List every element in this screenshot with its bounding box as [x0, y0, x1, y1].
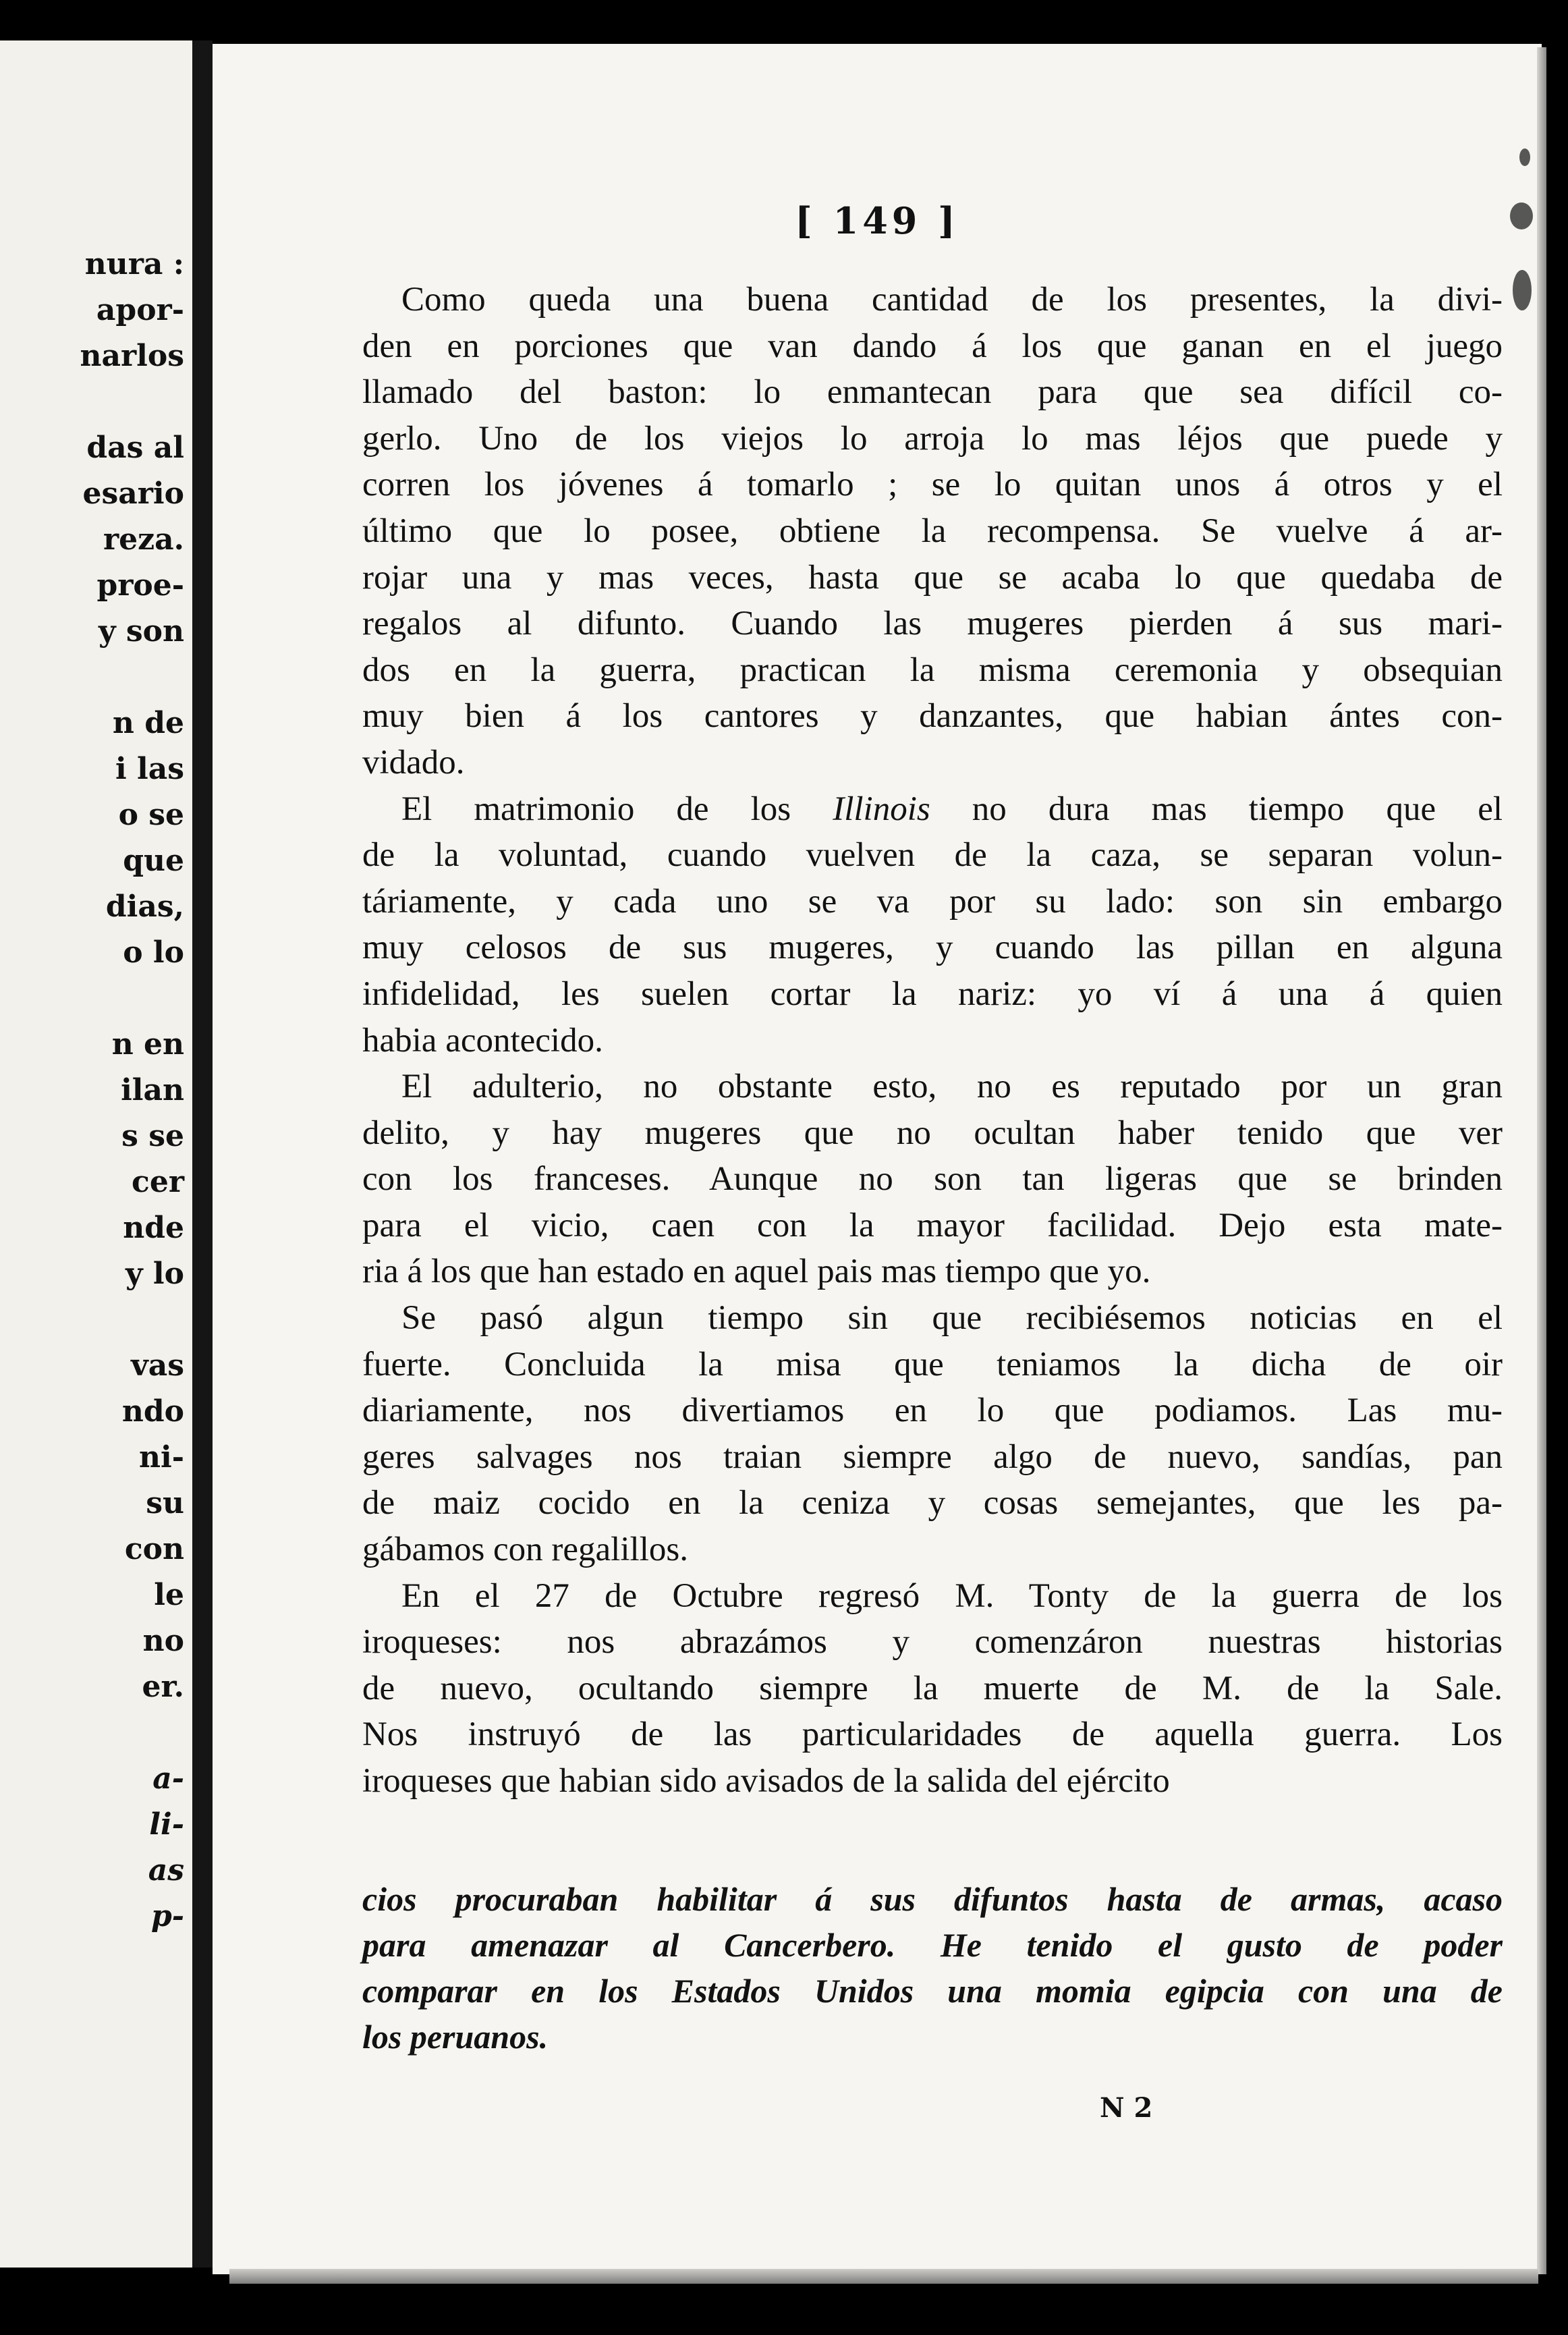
text-line: Como queda una buena cantidad de los presentes, la divi- — [401, 281, 1503, 319]
text-line: gerlo. Uno de los viejos lo arroja lo mas léjos que puede y — [362, 419, 1503, 458]
left-page-fragment: o lo — [123, 935, 184, 970]
text-line: fuerte. Concluida la misa que teniamos la dicha de oir — [362, 1345, 1503, 1383]
text-line: iroqueses: nos abrazámos y comenzáron nuestras historias — [362, 1623, 1503, 1661]
text-line: de la voluntad, cuando vuelven de la caza, se separan volun- — [362, 836, 1503, 875]
left-page-fragment: n en — [111, 1027, 184, 1062]
text-line: El adulterio, no obstante esto, no es reputado por un gran — [401, 1068, 1503, 1106]
text-line: En el 27 de Octubre regresó M. Tonty de la guerra de los — [401, 1576, 1503, 1615]
ink-smudge — [1519, 148, 1530, 166]
left-page-fragment: p- — [150, 1899, 184, 1933]
left-page-fragment: nura : — [84, 247, 184, 281]
left-page-fragment: apor- — [96, 293, 184, 327]
text-line: ria á los que han estado en aquel pais mas tiempo que yo. — [362, 1253, 1151, 1291]
text-line: muy celosos de sus mugeres, y cuando las pillan en alguna — [362, 929, 1503, 967]
text-line: rojar una y mas veces, hasta que se acaba lo que quedaba de — [362, 558, 1503, 597]
left-page-fragment: su — [146, 1486, 184, 1520]
left-page-fragment: n de — [112, 706, 184, 740]
left-page-fragment: dias, — [105, 889, 184, 924]
text-line: diariamente, nos divertiamos en lo que podiamos. Las mu- — [362, 1392, 1503, 1430]
text-line: de maiz cocido en la ceniza y cosas semejantes, que les pa- — [362, 1484, 1503, 1522]
footnote-line: cios procuraban habilitar á sus difuntos hasta de armas, acaso — [362, 1880, 1503, 1918]
footnote-line: comparar en los Estados Unidos una momia egipcia con una de — [362, 1972, 1503, 2010]
left-page-fragment: o se — [118, 798, 184, 832]
text-line: regalos al difunto. Cuando las mugeres pierden á sus mari- — [362, 605, 1503, 643]
left-page-fragment: narlos — [80, 339, 184, 373]
footnote-line: los peruanos. — [362, 2018, 549, 2056]
text-line: Nos instruyó de las particularidades de aquella guerra. Los — [362, 1715, 1503, 1754]
text-line: para el vicio, caen con la mayor facilidad. Dejo esta mate- — [362, 1206, 1503, 1244]
left-facing-page — [0, 40, 192, 2268]
text-line: corren los jóvenes á tomarlo ; se lo quitan unos á otros y el — [362, 466, 1503, 504]
text-line: dos en la guerra, practican la misma ceremonia y obsequian — [362, 651, 1503, 689]
text-line: Se pasó algun tiempo sin que recibiésemos noticias en el — [401, 1299, 1503, 1338]
left-page-text-fragments — [0, 40, 192, 2268]
left-page-fragment: a- — [152, 1761, 184, 1796]
left-page-fragment: li- — [149, 1807, 184, 1842]
left-page-fragment: que — [123, 844, 184, 878]
text-line: gábamos con regalillos. — [362, 1531, 688, 1569]
page-edge-bottom — [229, 2269, 1538, 2284]
right-page — [213, 44, 1542, 2274]
text-line: iroqueses que habian sido avisados de la salida del ejército — [362, 1762, 1170, 1800]
left-page-fragment: er. — [142, 1670, 184, 1704]
text-line: El matrimonio de los Illinois no dura mas tiempo que el — [401, 790, 1503, 828]
left-page-fragment: esario — [82, 476, 184, 511]
left-page-fragment: ilan — [121, 1073, 184, 1107]
left-page-fragment: ni- — [139, 1440, 184, 1475]
text-line: geres salvages nos traian siempre algo de nuevo, sandías, pan — [362, 1437, 1503, 1476]
text-line: den en porciones que van dando á los que ganan en el juego — [362, 327, 1503, 365]
text-line: último que lo posee, obtiene la recompensa. Se vuelve á ar- — [362, 512, 1503, 550]
left-page-fragment: le — [154, 1578, 184, 1612]
page-edge-right — [1537, 47, 1546, 2274]
footnote — [362, 1876, 1503, 2060]
text-line: táriamente, y cada uno se va por su lado: son sin embargo — [362, 882, 1503, 921]
text-line: vidado. — [362, 743, 465, 781]
body-text — [362, 277, 1503, 1805]
text-line: habia acontecido. — [362, 1021, 603, 1060]
left-page-fragment: ndo — [121, 1394, 184, 1429]
footnote-line: para amenazar al Cancerbero. He tenido el gusto de poder — [362, 1926, 1503, 1964]
left-page-fragment: cer — [132, 1165, 184, 1199]
printer-signature-mark: N 2 — [1100, 2092, 1153, 2124]
text-line: llamado del baston: lo enmantecan para que sea difícil co- — [362, 373, 1503, 412]
left-page-fragment: proe- — [96, 568, 184, 603]
left-page-fragment: das al — [86, 431, 184, 465]
left-page-fragment: s se — [121, 1119, 184, 1153]
left-page-fragment: vas — [131, 1348, 184, 1383]
page-number: [ 149 ] — [795, 199, 959, 242]
left-page-fragment: reza. — [103, 522, 184, 557]
ink-smudge — [1513, 270, 1532, 310]
left-page-fragment: as — [148, 1853, 184, 1888]
text-line: de nuevo, ocultando siempre la muerte de M. de la Sale. — [362, 1669, 1503, 1707]
left-page-fragment: nde — [123, 1211, 184, 1245]
book-gutter — [192, 40, 213, 2268]
left-page-fragment: y son — [99, 614, 184, 649]
text-line: delito, y hay mugeres que no ocultan haber tenido que ver — [362, 1114, 1503, 1152]
left-page-fragment: y lo — [125, 1257, 184, 1291]
left-page-fragment: con — [124, 1532, 184, 1566]
text-line: muy bien á los cantores y danzantes, que habian ántes con- — [362, 697, 1503, 736]
ink-smudge — [1510, 202, 1533, 229]
text-line: con los franceses. Aunque no son tan ligeras que se brinden — [362, 1160, 1503, 1199]
left-page-fragment: i las — [115, 752, 184, 786]
text-line: infidelidad, les suelen cortar la nariz: yo ví á una á quien — [362, 974, 1503, 1013]
left-page-fragment: no — [142, 1624, 184, 1658]
